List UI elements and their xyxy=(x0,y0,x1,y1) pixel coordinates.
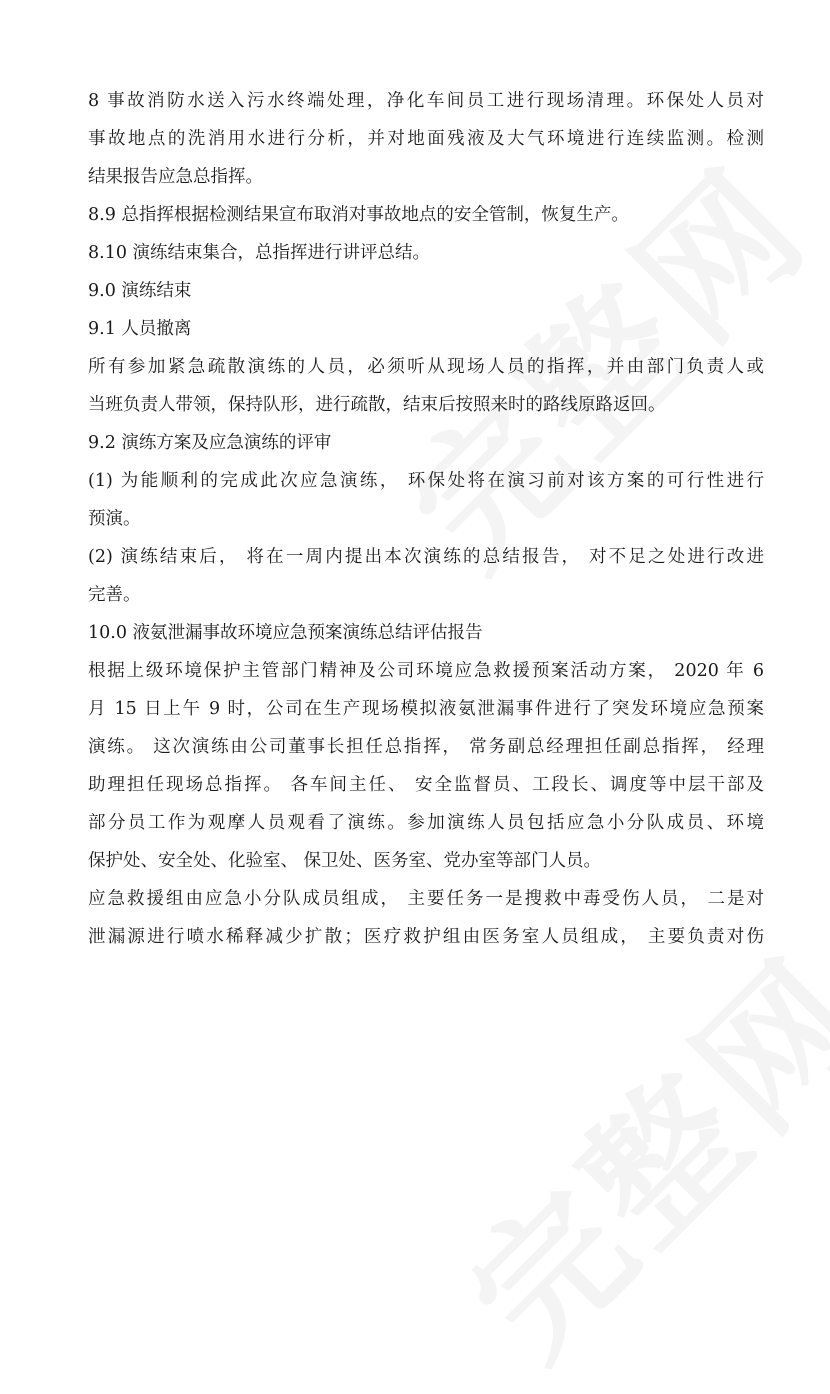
text-line: 根据上级环境保护主管部门精神及公司环境应急救援预案活动方案， 2020 年 6 xyxy=(88,661,764,681)
text-line: 当班负责人带领，保持队形，进行疏散，结束后按照来时的路线原路返回。 xyxy=(88,395,666,415)
text-line: 8 事故消防水送入污水终端处理，净化车间员工进行现场清理。环保处人员对 xyxy=(88,91,764,111)
text-line: 演练。 这次演练由公司董事长担任总指挥， 常务副总经理担任副总指挥， 经理 xyxy=(88,737,764,757)
text-line: 部分员工作为观摩人员观看了演练。参加演练人员包括应急小分队成员、环境 xyxy=(88,813,764,833)
section-heading: 9.0 演练结束 xyxy=(88,281,192,301)
section-heading: 10.0 液氨泄漏事故环境应急预案演练总结评估报告 xyxy=(88,623,483,643)
text-line: 结果报告应急总指挥。 xyxy=(88,167,263,187)
section-heading: 9.1 人员撤离 xyxy=(88,319,192,339)
text-line: 应急救援组由应急小分队成员组成， 主要任务一是搜救中毒受伤人员， 二是对 xyxy=(88,889,764,909)
section-heading: 8.10 演练结束集合，总指挥进行讲评总结。 xyxy=(88,243,431,263)
document-body xyxy=(88,82,764,956)
text-line: 保护处、安全处、化验室、 保卫处、医务室、党办室等部门人员。 xyxy=(88,851,602,871)
text-line: 助理担任现场总指挥。 各车间主任、 安全监督员、工段长、调度等中层干部及 xyxy=(88,775,764,795)
text-line: 月 15 日上午 9 时，公司在生产现场模拟液氨泄漏事件进行了突发环境应急预案 xyxy=(88,699,764,719)
text-line: 事故地点的洗消用水进行分析，并对地面残液及大气环境进行连续监测。检测 xyxy=(88,129,764,149)
list-item: (2) 演练结束后， 将在一周内提出本次演练的总结报告， 对不足之处进行改进 xyxy=(88,547,764,567)
section-heading: 8.9 总指挥根据检测结果宣布取消对事故地点的安全管制，恢复生产。 xyxy=(88,205,629,225)
text-line: 预演。 xyxy=(88,509,141,529)
text-line: 完善。 xyxy=(88,585,141,605)
list-item: (1) 为能顺利的完成此次应急演练， 环保处将在演习前对该方案的可行性进行 xyxy=(88,471,764,491)
section-heading: 9.2 演练方案及应急演练的评审 xyxy=(88,433,332,453)
text-line: 所有参加紧急疏散演练的人员，必须听从现场人员的指挥，并由部门负责人或 xyxy=(88,357,764,377)
watermark-lower xyxy=(414,902,830,1394)
text-line: 泄漏源进行喷水稀释减少扩散；医疗救护组由医务室人员组成， 主要负责对伤 xyxy=(88,927,764,947)
